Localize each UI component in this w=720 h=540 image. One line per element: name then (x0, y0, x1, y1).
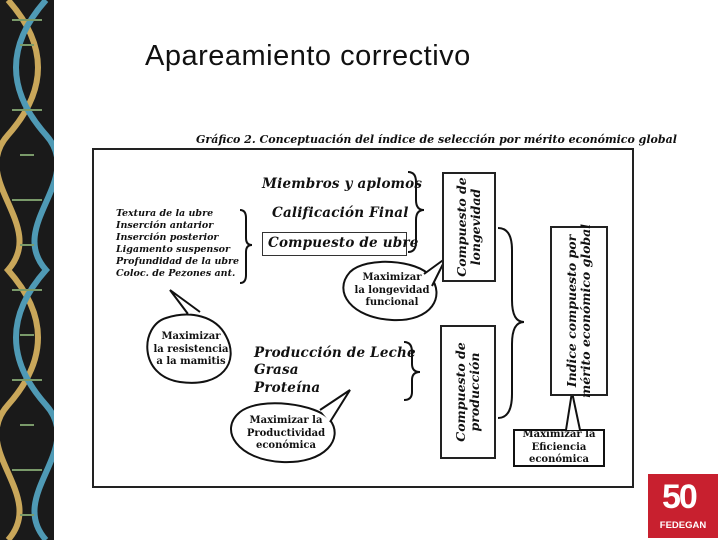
callout-productivity: Maximizar la Productividad económica (246, 415, 326, 451)
ubre-trait: Inserción posterior (116, 232, 219, 243)
composite-production-label: Compuesto de producción (453, 342, 482, 442)
item-compuesto-ubre: Compuesto de ubre (268, 235, 419, 251)
callout-efficiency: Maximizar la Eficiencia económica (522, 429, 596, 465)
global-index-label: Indice compuesto por mérito económico global (564, 224, 593, 398)
item-proteina: Proteína (254, 380, 321, 396)
ubre-trait: Ligamento suspensor (116, 244, 231, 255)
ubre-trait: Inserción antarior (116, 220, 214, 231)
item-miembros-aplomos: Miembros y aplomos (262, 176, 423, 192)
ubre-traits-list (116, 208, 239, 280)
ubre-trait: Profundidad de la ubre (116, 256, 240, 267)
item-grasa: Grasa (254, 362, 299, 378)
composite-longevity-box (442, 172, 496, 282)
composite-production-box (440, 325, 496, 459)
logo-number: 50 (662, 478, 696, 516)
item-produccion-leche: Producción de Leche (254, 345, 416, 361)
global-brace (498, 228, 524, 418)
bubble-mastitis-tail (170, 290, 200, 314)
fedegan-logo (648, 474, 718, 538)
callout-mastitis: Maximizar la resistencia a la mamitis (153, 331, 229, 367)
ubre-trait: Coloc. de Pezones ant. (116, 268, 236, 279)
figure-caption: Gráfico 2. Conceptuación del índice de selección por mérito económico global (196, 133, 677, 146)
global-index-box (550, 226, 608, 396)
composite-longevity-label: Compuesto de longevidad (454, 177, 483, 277)
callout-longevity: Maximizar la longevidad funcional (354, 272, 430, 308)
item-calificacion-final: Calificación Final (272, 205, 409, 221)
ubre-trait: Textura de la ubre (116, 208, 214, 219)
slide-title: Apareamiento correctivo (145, 40, 471, 72)
logo-name: FEDEGAN (659, 520, 707, 531)
ubre-traits-brace (240, 210, 252, 283)
